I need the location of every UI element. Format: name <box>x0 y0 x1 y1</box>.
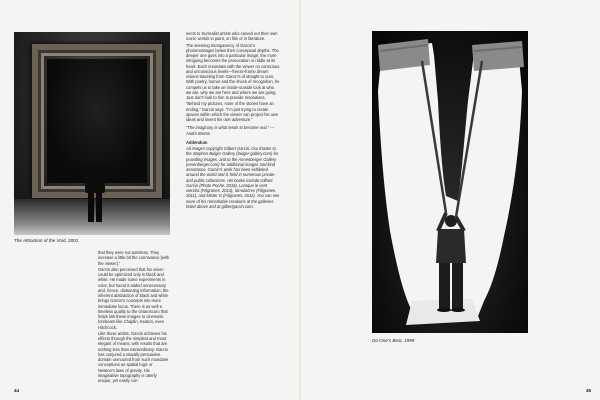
standing-man-figure <box>82 154 108 224</box>
paragraph: Like those artists, Garcin achieves his effects through the simplest and most elegant of means, with results that are nothing less than extraordinary. Garcin has conjured a visually persuasive domain unmoored from such mundane conceptions as spatial logic or Newton’s laws of gravity. His imaginative topography is utterly unique, yet easily con- <box>98 330 169 383</box>
paragraph: The seeming transparency of Garcin’s photomontages belies their conceptual depths. The deeper one goes into a particular image, the more intriguing becomes the provocation or riddle at its heart. Each resonates with the viewer on conscious and unconscious levels—freeze-frame dream visions traveling from Garcin’s id straight to ours. With poetry, humor and the shock of recognition, he compels us to take an inside-outside look at who we are, why we are here and where we are going. Just don’t look to him to provide resolutions. <box>186 42 280 100</box>
man-holding-cloth-poles-photo <box>372 31 528 333</box>
left-page <box>0 0 299 400</box>
paragraph: that they were not pointless. They increase a little bit the connivance [with the viewer].” <box>98 250 169 266</box>
page-number-right: 45 <box>586 388 592 393</box>
body-column-a <box>98 250 170 384</box>
addendum-heading: Addendum <box>186 139 208 145</box>
addendum-body: All images copyright Gilbert Garcin. Our thanks to the Stephen Bulger Gallery (bulger-gallery.com) for providing images, and to the Annenberger Gallery (ersenberger.com) for additional images and kind assistance. Garcin’s work has been exhibited around the world and is held in numerous private and public collections. His books include Gilbert Garcin (Photo Poche, 2018), Lorsque le vent viendra (Filigranes, 2013), Simulacres (Filigranes, 2011), and Mister G (Filigranes, 2011). You can see more of his remarkable creations at the galleries listed above and at gilbertgarcin.com. <box>186 146 280 209</box>
body-column-b <box>186 31 280 210</box>
paragraph: Garcin also perceived that his vision could be optimized only in black and white. He made some experiments in color, but found it added unnecessary and, hence, distracting information; the inherent abstraction of black and white brings Garcin’s concepts into more immediate focus. There is as well a timeless quality to the chiaroscuro that helps link these images to cinematic forebears like Chaplin, Keaton, even Hitchcock. <box>98 266 169 330</box>
photo-caption-left: The Attraction of the Void, 2001 <box>14 238 79 243</box>
photo-caption-right: Do One’s Best, 1999 <box>372 338 415 343</box>
paragraph: “Behind my pictures, none of the stories have an ending,” Garcin says. “I’m just trying to create spaces within which the viewer can project his own ideas and invent his own adventure.” <box>186 101 279 122</box>
framed-mirror-photo <box>14 32 170 235</box>
pull-quote: “The imaginary is what tends to become real.” — André Breton <box>186 125 275 136</box>
page-number-left: 44 <box>14 388 20 393</box>
paragraph: nects to Surrealist artists who carved out their own iconic worlds in paint, on film or in literature. <box>186 31 278 42</box>
